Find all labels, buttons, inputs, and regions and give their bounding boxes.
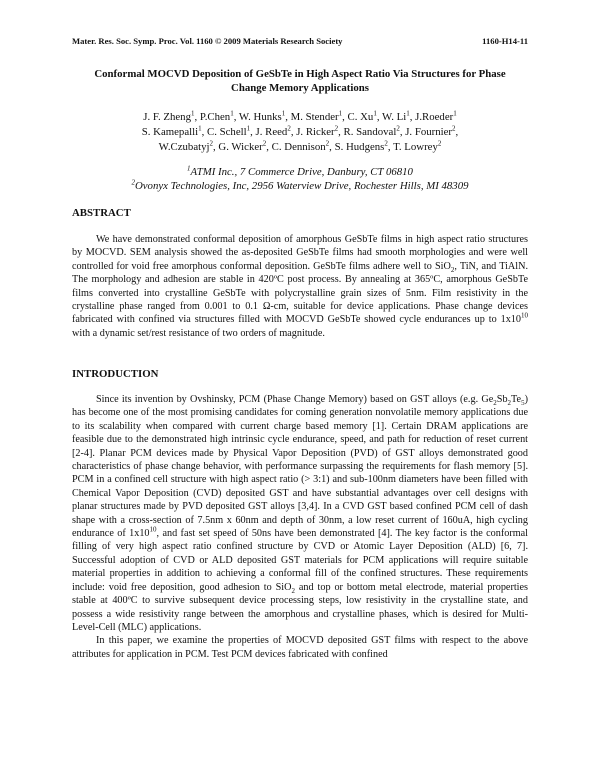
paper-title [72, 67, 528, 95]
abstract-heading: ABSTRACT [72, 207, 131, 219]
affiliation-2: $^2$Ovonyx Technologies, Inc, 2956 Waterview Drive, Rochester Hills, MI 48309 [131, 178, 469, 192]
title-line-1: Conformal MOCVD Deposition of GeSbTe in High Aspect Ratio Via Structures for Phase [94, 68, 506, 80]
author-line-1: J. F. Zheng$^1$, P.Chen$^1$, W. Hunks$^1$, M. Stender$^1$, C. Xu$^1$, W. Li$^1$, J.Roeder$^1$ [143, 109, 457, 123]
abstract-body: We have demonstrated conformal deposition of amorphous GeSbTe films in high aspect ratio structures by MOCVD. SEM analysis showed the as-deposited GeSbTe films had smooth morphologies and were well controlled for void free amorphous conformal deposition. GeSbTe films adhere well to SiO$_2$, TiN, and TiAlN. The morphology and adhesion are stable in 420ºC post process. By annealing at 365ºC, amorphous GeSbTe films converted into crystalline GeSbTe with polycrystalline grain sizes of 5nm. Film resistivity in the crystalline phase ranged from 0.001 to 0.1 Ω-cm, suitable for device applications. Phase change devices fabricated with confined via structures filled with MOCVD GeSbTe showed cycle endurances up to $1x10^{10}$ with a dynamic set/rest resistance of two orders of magnitude. [72, 234, 528, 339]
intro-paragraph-1: Since its invention by Ovshinsky, PCM (Phase Change Memory) based on GST alloys (e.g. $Ge_2Sb_2Te_5$) has become one of the most promising candidates for coming generation nonvolatile memory applications due to its scalability when compared with current charge based memory [1]. Certain DRAM applications are feasible due to the demonstrated high intrinsic cycle endurance, speed, and path for reduction of reset current [2-4]. Planar PCM devices made by Physical Vapor Deposition (PVD) of GST alloys demonstrated good characteristics of phase change behavior, with performance surpassing the requirements for flash memory [5]. PCM in a confined cell structure with high aspect ratio (> 3:1) and sub-100nm diameters have been filled with Chemical Vapor Deposition (CVD) deposited GST and have substantial advantages over cell designs with planar structures made by PVD deposited GST alloys [3,4]. In a CVD GST based confined PCM cell of dash shape with a cross-section of 7.5nm x 60nm and depth of 30nm, a low reset current of 160uA, high cycling endurance of $1x10^{10}$, and fast set speed of 50ns have been demonstrated [4]. The key factor is the conformal filling of very high aspect ratio confined structure by CVD or Atomic Layer Deposition (ALD) [6, 7]. Successful adoption of CVD or ALD deposited GST materials for PCM applications will require suitable material properties in addition to achieving a conformal fill of the confined structures. These requirements include: void free deposition, good adhesion to SiO$_2$ and top or bottom metal electrode, material properties stable at 400ºC to survive subsequent device processing steps, low resistivity in the crystalline state, and possess a wide resistivity range between the amorphous and crystalline phases, which is desired for Multi-Level-Cell (MLC) applications. [72, 394, 529, 633]
affiliations [60, 165, 540, 193]
author-list [60, 110, 540, 155]
paper-id: 1160-H14-11 [482, 36, 528, 46]
author-line-3: W.Czubatyj$^2$, G. Wicker$^2$, C. Dennison$^2$, S. Hudgens$^2$, T. Lowrey$^2$ [158, 139, 442, 153]
title-line-2: Change Memory Applications [231, 82, 369, 94]
introduction-heading: INTRODUCTION [72, 368, 159, 380]
introduction-body [72, 393, 528, 661]
journal-citation: Mater. Res. Soc. Symp. Proc. Vol. 1160 © 2009 Materials Research Society [72, 36, 343, 46]
affiliation-1: $^1$ATMI Inc., 7 Commerce Drive, Danbury, CT 06810 [187, 164, 413, 178]
intro-paragraph-2: In this paper, we examine the properties of MOCVD deposited GST films with respect to the above attributes for application in PCM. Test PCM devices fabricated with confined [72, 635, 528, 660]
author-line-2: S. Kamepalli$^1$, C. Schell$^1$, J. Reed$^2$, J. Ricker$^2$, R. Sandoval$^2$, J. Fournier$^2$, [141, 124, 459, 138]
